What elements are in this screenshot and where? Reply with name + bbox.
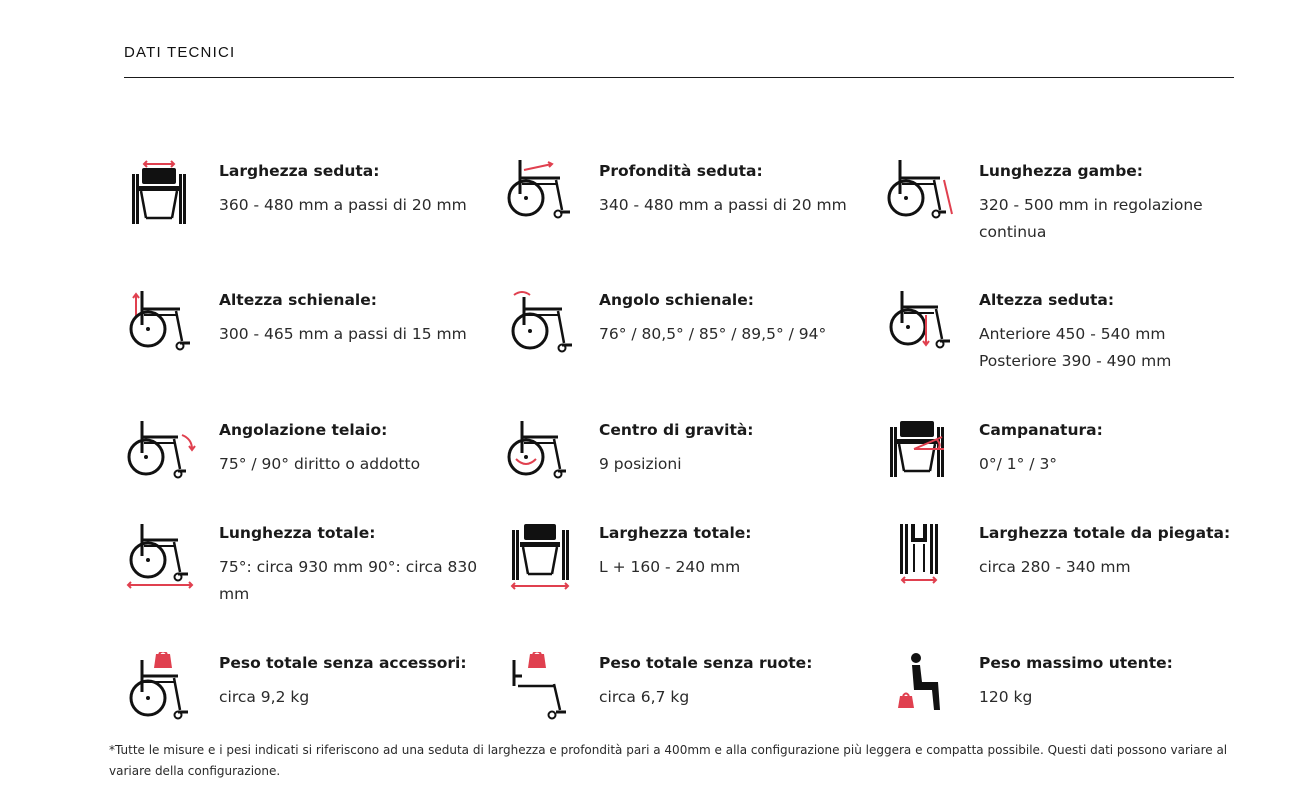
spec-label: Angolo schienale: [599,291,754,309]
leg-length-icon [884,160,960,236]
spec-label: Peso massimo utente: [979,654,1173,672]
weight-without-wheels-icon [504,652,580,728]
spec-label: Larghezza totale: [599,524,752,542]
spec-value: Anteriore 450 - 540 mm Posteriore 390 - 490 mm [979,325,1172,370]
spec-label: Larghezza totale da piegata: [979,524,1231,542]
spec-value: 75°: circa 930 mm 90°: circa 830 mm [219,558,478,603]
spec-value: circa 280 - 340 mm [979,558,1131,576]
center-of-gravity-icon [504,419,580,495]
spec-value: 340 - 480 mm a passi di 20 mm [599,196,847,214]
spec-value: 120 kg [979,688,1033,706]
section-title: DATI TECNICI [124,44,236,61]
seat-depth-icon [504,160,580,236]
spec-value: 320 - 500 mm in regolazione continua [979,196,1203,241]
seat-height-icon [884,289,960,365]
max-user-weight-icon [884,652,960,728]
seat-width-icon [124,160,200,236]
spec-value: 9 posizioni [599,455,682,473]
spec-label: Peso totale senza accessori: [219,654,467,672]
spec-label: Peso totale senza ruote: [599,654,813,672]
spec-value: circa 9,2 kg [219,688,310,706]
backrest-angle-icon [504,289,580,365]
spec-value: 360 - 480 mm a passi di 20 mm [219,196,467,214]
section-divider [124,77,1234,78]
camber-icon [884,419,960,495]
spec-value: 0°/ 1° / 3° [979,455,1058,473]
spec-label: Centro di gravità: [599,421,754,439]
total-length-icon [124,522,200,598]
spec-label: Lunghezza gambe: [979,162,1143,180]
spec-value: 75° / 90° diritto o addotto [219,455,421,473]
spec-value: L + 160 - 240 mm [599,558,741,576]
frame-angle-icon [124,419,200,495]
spec-label: Altezza seduta: [979,291,1115,309]
spec-label: Profondità seduta: [599,162,763,180]
spec-value: 300 - 465 mm a passi di 15 mm [219,325,467,343]
spec-value: circa 6,7 kg [599,688,690,706]
spec-value: 76° / 80,5° / 85° / 89,5° / 94° [599,325,827,343]
spec-label: Angolazione telaio: [219,421,388,439]
footnote: *Tutte le misure e i pesi indicati si riferiscono ad una seduta di larghezza e profondità pari a 400mm e alla configurazione più leggera e compatta possibile. Questi dati possono variare al variare della configurazione. [109,743,1228,778]
backrest-height-icon [124,289,200,365]
weight-without-accessories-icon [124,652,200,728]
total-width-icon [504,522,580,598]
spec-label: Campanatura: [979,421,1103,439]
spec-label: Lunghezza totale: [219,524,376,542]
spec-label: Larghezza seduta: [219,162,380,180]
folded-width-icon [884,522,960,598]
spec-label: Altezza schienale: [219,291,377,309]
